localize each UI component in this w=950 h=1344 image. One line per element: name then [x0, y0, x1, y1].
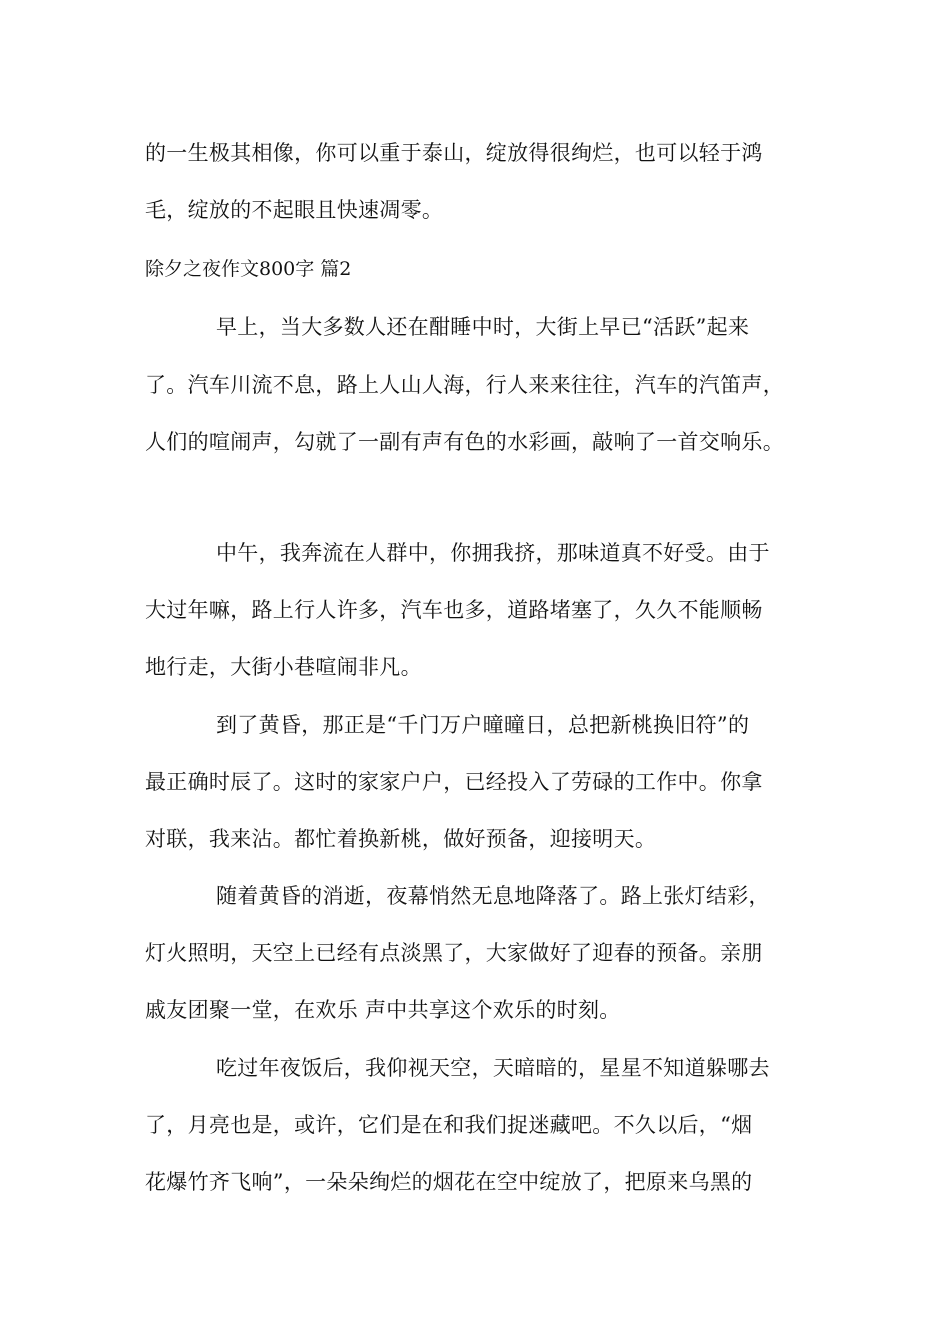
- paragraph-line: 最正确时辰了。这时的家家户户，已经投入了劳碌的工作中。你拿: [145, 770, 763, 794]
- paragraph-line: 早上，当大多数人还在酣睡中时，大街上早已“活跃”起来: [216, 315, 750, 339]
- paragraph-line: 随着黄昏的消逝，夜幕悄然无息地降落了。路上张灯结彩，: [216, 884, 770, 908]
- paragraph-line: 吃过年夜饭后，我仰视天空，天暗暗的，星星不知道躲哪去: [216, 1056, 770, 1080]
- paragraph-line: 了。汽车川流不息，路上人山人海，行人来来往往，汽车的汽笛声，: [145, 373, 784, 397]
- paragraph-line: 花爆竹齐飞响”，一朵朵绚烂的烟花在空中绽放了，把原来乌黑的: [145, 1170, 753, 1194]
- text-line: 毛，绽放的不起眼且快速凋零。: [145, 198, 444, 222]
- paragraph-line: 戚友团聚一堂，在欢乐 声中共享这个欢乐的时刻。: [145, 998, 621, 1022]
- section-heading: 除夕之夜作文800字 篇2: [145, 258, 352, 280]
- paragraph-line: 人们的喧闹声，勾就了一副有声有色的水彩画，敲响了一首交响乐。: [145, 430, 784, 454]
- text-line: 的一生极其相像，你可以重于泰山，绽放得很绚烂，也可以轻于鸿: [145, 141, 763, 165]
- paragraph-line: 对联，我来沾。都忙着换新桃，做好预备，迎接明天。: [145, 827, 657, 851]
- paragraph-line: 中午，我奔流在人群中，你拥我挤，那味道真不好受。由于: [216, 541, 770, 565]
- paragraph-line: 了，月亮也是，或许，它们是在和我们捉迷藏吧。不久以后，“烟: [145, 1113, 753, 1137]
- paragraph-line: 大过年嘛，路上行人许多，汽车也多，道路堵塞了，久久不能顺畅: [145, 598, 763, 622]
- paragraph-line: 到了黄昏，那正是“千门万户曈曈日，总把新桃换旧符”的: [216, 713, 750, 737]
- paragraph-line: 地行走，大街小巷喧闹非凡。: [145, 655, 422, 679]
- paragraph-line: 灯火照明，天空上已经有点淡黑了，大家做好了迎春的预备。亲朋: [145, 941, 763, 965]
